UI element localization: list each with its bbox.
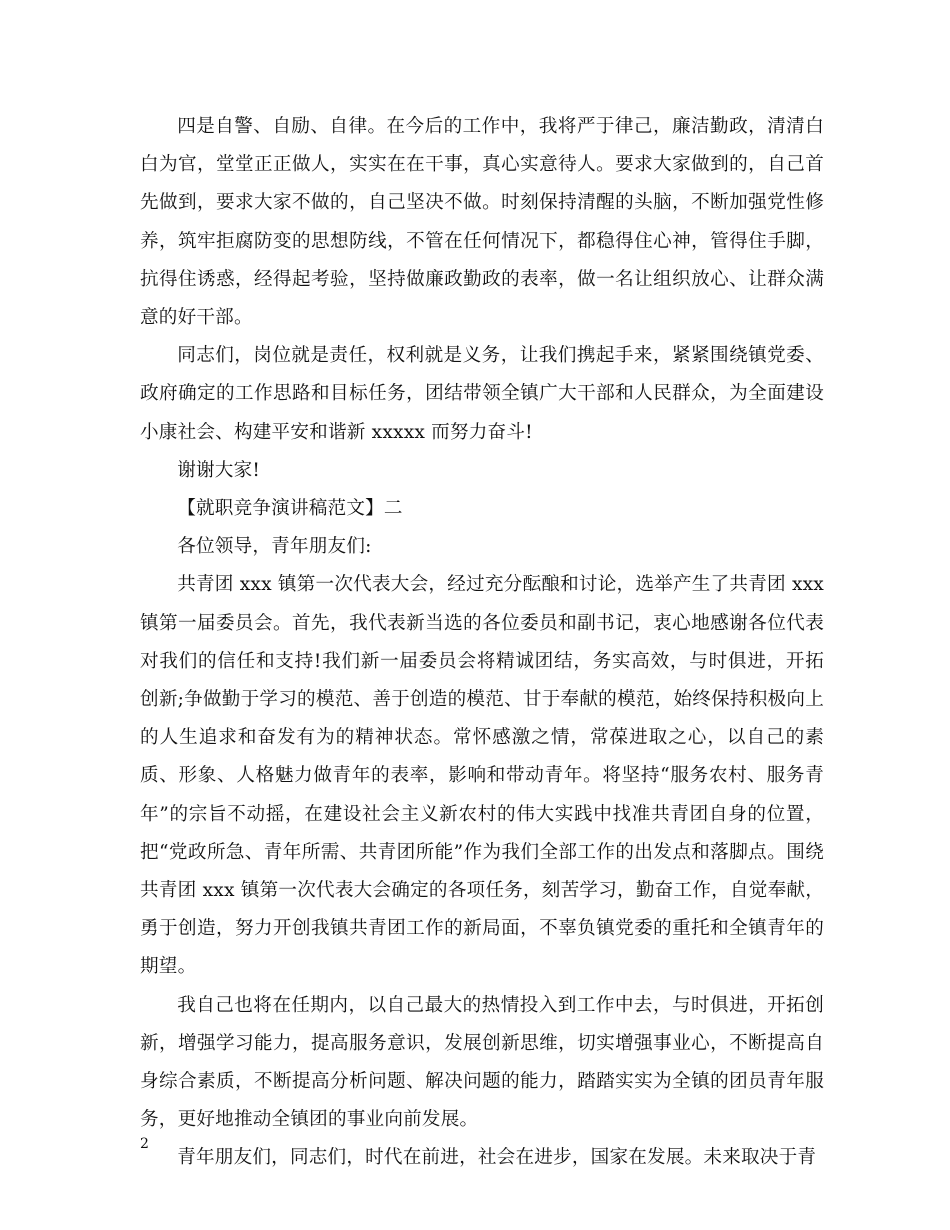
paragraph-youth-league-congress: 共青团 xxx 镇第一次代表大会，经过充分酝酿和讨论，选举产生了共青团 xxx 镇第一届委员会。首先，我代表新当选的各位委员和副书记，衷心地感谢各位代表对我们的信任和支持!我们新一届委员会将精诚团结，务实高效，与时俱进，开拓创新;争做勤于学习的模范、善于创造的模范、甘于奉献的模范，始终保持积极向上的人生追求和奋发有为的精神状态。常怀感激之情，常葆进取之心，以自己的素质、形象、人格魅力做青年的表率，影响和带动青年。将坚持“服务农村、服务青年”的宗旨不动摇，在建设社会主义新农村的伟大实践中找准共青团自身的位置，把“党政所急、青年所需、共青团所能”作为我们全部工作的出发点和落脚点。围绕共青团 xxx 镇第一次代表大会确定的各项任务，刻苦学习，勤奋工作，自觉奉献，勇于创造，努力开创我镇共青团工作的新局面，不辜负镇党委的重托和全镇青年的期望。: [140, 574, 824, 978]
paragraph-thanks: 谢谢大家!: [177, 459, 261, 481]
document-body: [140, 108, 824, 1178]
paragraph-self-discipline: 四是自警、自励、自律。在今后的工作中，我将严于律己，廉洁勤政，清清白白为官，堂堂正正做人，实实在在干事，真心实意待人。要求大家做到的，自己首先做到，要求大家不做的，自己坚决不做。时刻保持清醒的头脑，不断加强党性修养，筑牢拒腐防变的思想防线，不管在任何情况下，都稳得住心神，管得住手脚，抗得住诱惑，经得起考验，坚持做廉政勤政的表率，做一名让组织放心、让群众满意的好干部。: [140, 116, 824, 329]
section-heading: 【就职竞争演讲稿范文】二: [177, 498, 403, 520]
salutation: 各位领导，青年朋友们:: [177, 536, 372, 558]
paragraph-comrades-call: 同志们，岗位就是责任，权利就是义务，让我们携起手来，紧紧围绕镇党委、政府确定的工作思路和目标任务，团结带领全镇广大干部和人民群众，为全面建设小康社会、构建平安和谐新 xxxxx 而努力奋斗!: [140, 345, 824, 443]
paragraph-personal-commitment: 我自己也将在任期内，以自己最大的热情投入到工作中去，与时俱进，开拓创新，增强学习能力，提高服务意识，发展创新思维，切实增强事业心，不断提高自身综合素质，不断提高分析问题、解决问题的能力，踏踏实实为全镇的团员青年服务，更好地推动全镇团的事业向前发展。: [140, 994, 824, 1131]
page-number: 2: [140, 1136, 149, 1152]
paragraph-closing-partial: 青年朋友们，同志们，时代在前进，社会在进步，国家在发展。未来取决于青: [177, 1147, 817, 1169]
